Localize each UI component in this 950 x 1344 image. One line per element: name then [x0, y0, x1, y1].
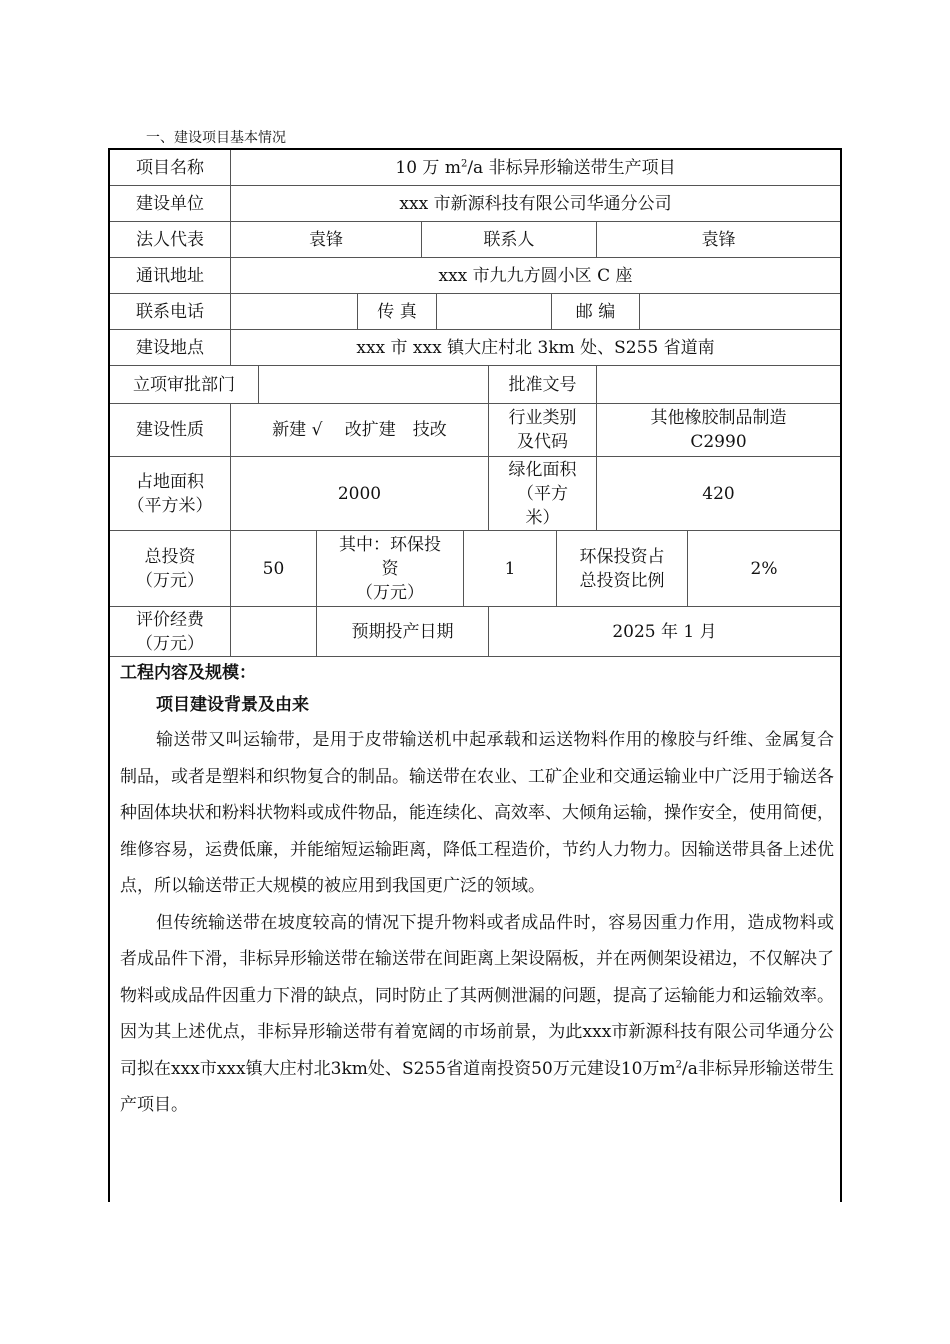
- project-name-value: 10 万 $m^2/a$ 非标异形输送带生产项目: [230, 150, 840, 185]
- content-subtitle: 项目建设背景及由来: [156, 695, 309, 715]
- unit-value: xxx 市新源科技有限公司华通分公司: [230, 186, 840, 221]
- row-eval-fee: [110, 607, 840, 657]
- site-label: 建设地点: [136, 337, 204, 358]
- row-construction-unit: [110, 186, 840, 222]
- unit-label: 建设单位: [136, 193, 204, 214]
- legal-rep-label: 法人代表: [136, 229, 204, 250]
- paragraph-origin: 但传统输送带在坡度较高的情况下提升物料或者成品件时，容易因重力作用，造成物料或者成品件下滑，非标异形输送带在输送带在间距离上架设隔板，并在两侧架设裙边，不仅解决了物料或成品件因重力下滑的缺点，同时防止了其两侧泄漏的问题，提高了运输能力和运输效率。因为其上述优点，非标异形输送带有着宽阔的市场前景，为此xxx市新源科技有限公司华通分公司拟在xxx市xxx镇大庄村北3km处、S255省道南投资50万元建设10万$m^2/a$非标异形输送带生产项目。: [120, 912, 834, 1115]
- row-approval: [110, 366, 840, 404]
- phone-value: [230, 294, 357, 329]
- fax-label: 传 真: [357, 294, 436, 329]
- industry-value: 其他橡胶制品制造 C2990: [596, 404, 840, 456]
- green-area-value: 420: [596, 457, 840, 530]
- total-invest-value: 50: [230, 531, 316, 606]
- prod-date-value: 2025 年 1 月: [488, 607, 840, 656]
- nature-label: 建设性质: [136, 420, 204, 440]
- row-address: [110, 258, 840, 294]
- site-value: xxx 市 xxx 镇大庄村北 3km 处、S255 省道南: [230, 330, 840, 365]
- env-ratio-value: 2%: [687, 531, 840, 606]
- approval-dept-value: [258, 366, 488, 403]
- row-site: [110, 330, 840, 366]
- row-nature: [110, 404, 840, 457]
- industry-label: 行业类别 及代码: [488, 404, 596, 456]
- land-area-label: 占地面积 （平方米）: [127, 471, 213, 516]
- project-info-frame: [108, 148, 842, 1202]
- contact-value: 袁锋: [596, 222, 840, 257]
- postcode-value: [639, 294, 840, 329]
- section-heading: 一、建设项目基本情况: [146, 130, 286, 146]
- contact-label: 联系人: [421, 222, 596, 257]
- approval-dept-label: 立项审批部门: [133, 374, 235, 395]
- project-content: [120, 658, 834, 1124]
- fax-value: [436, 294, 551, 329]
- row-phone: [110, 294, 840, 330]
- project-name-label: 项目名称: [136, 157, 204, 178]
- total-invest-label: 总投资 （万元）: [136, 546, 204, 591]
- row-legal-rep: [110, 222, 840, 258]
- content-title: 工程内容及规模：: [120, 663, 256, 683]
- address-label: 通讯地址: [136, 265, 204, 286]
- env-invest-value: 1: [463, 531, 556, 606]
- land-area-value: 2000: [230, 457, 488, 530]
- prod-date-label: 预期投产日期: [316, 607, 488, 656]
- row-investment: [110, 531, 840, 607]
- env-ratio-label: 环保投资占 总投资比例: [556, 531, 687, 606]
- row-area: [110, 457, 840, 531]
- legal-rep-value: 袁锋: [230, 222, 421, 257]
- address-value: xxx 市九九方圆小区 C 座: [230, 258, 840, 293]
- eval-fee-value: [230, 607, 316, 656]
- approval-no-label: 批准文号: [488, 366, 596, 403]
- approval-no-value: [596, 366, 840, 403]
- green-area-label: 绿化面积 （平方 米）: [488, 457, 596, 530]
- phone-label: 联系电话: [136, 301, 204, 322]
- eval-fee-label: 评价经费 （万元）: [136, 609, 204, 654]
- postcode-label: 邮 编: [551, 294, 639, 329]
- nature-value: 新建 √ 改扩建 技改: [230, 404, 488, 456]
- row-project-name: [110, 150, 840, 186]
- paragraph-background: 输送带又叫运输带，是用于皮带输送机中起承载和运送物料作用的橡胶与纤维、金属复合制品，或者是塑料和织物复合的制品。输送带在农业、工矿企业和交通运输业中广泛用于输送各种固体块状和粉料状物料或成件物品，能连续化、高效率、大倾角运输，操作安全，使用简便，维修容易，运费低廉，并能缩短运输距离，降低工程造价，节约人力物力。因输送带具备上述优点，所以输送带正大规模的被应用到我国更广泛的领域。: [120, 730, 834, 896]
- env-invest-label: 其中：环保投 资 （万元）: [316, 531, 463, 606]
